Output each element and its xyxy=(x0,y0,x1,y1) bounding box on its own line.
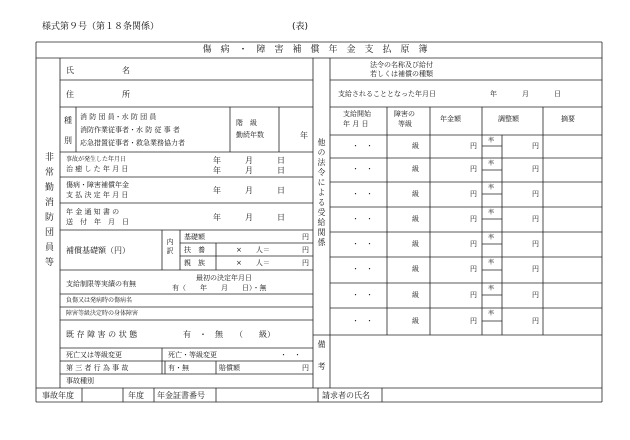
row-adjust-yen: 円 xyxy=(532,189,539,198)
service-label-1: 階 級 xyxy=(236,119,257,127)
breakdown-label: 内訳 xyxy=(166,238,174,256)
row-adjust-yen: 円 xyxy=(532,239,539,248)
notes-label: 備考 xyxy=(317,340,326,384)
row-adjust-yen: 円 xyxy=(532,316,539,325)
row-rate: 率 xyxy=(488,234,495,241)
notice-label-1: 年 金 通 知 書 の xyxy=(66,208,120,216)
compensation-label: 賠償額 xyxy=(219,364,240,372)
page-title: 傷 病 ・ 障 害 補 償 年 金 支 払 原 簿 xyxy=(202,45,428,55)
type-option-1: 消 防 団 員・水 防 団 員 xyxy=(80,113,157,121)
compensation-yen: 円 xyxy=(302,364,309,372)
service-year-unit: 年 xyxy=(300,131,308,140)
accident-date-value: 年 月 日 xyxy=(213,156,285,165)
notice-label-2: 送 付 年 月 日 xyxy=(66,218,129,226)
row-date: ・ ・ xyxy=(352,265,373,273)
name-label: 氏 名 xyxy=(66,66,130,75)
injury-name-label: 負傷又は発病時の傷病名 xyxy=(66,297,133,304)
dependent-1-yen: 円 xyxy=(302,246,309,254)
payable-day: 日 xyxy=(554,90,561,98)
dependent-2-yen: 円 xyxy=(302,259,309,267)
row-grade: 級 xyxy=(412,290,419,299)
col-grade-2: 等級 xyxy=(398,120,412,128)
payable-month: 月 xyxy=(522,90,529,98)
dependent-1: 扶 養 xyxy=(184,246,205,254)
row-adjust-yen: 円 xyxy=(532,165,539,173)
row-adjust-yen: 円 xyxy=(532,290,539,299)
law-name-label-2: 若しくは補償の種類 xyxy=(370,70,433,78)
decision-label-2: 支 払 決 定 年 月 日 xyxy=(66,191,129,199)
col-annual: 年金額 xyxy=(440,115,461,123)
existing-value: 有 ・ 無 （ 級） xyxy=(183,330,275,339)
row-grade: 級 xyxy=(412,239,419,248)
row-grade: 級 xyxy=(412,316,419,325)
dependent-2: 親 族 xyxy=(184,259,205,267)
row-rate: 率 xyxy=(488,285,495,292)
payable-date-label: 支給されることとなった年月日 xyxy=(338,90,436,98)
death-date-dots: ・ ・ xyxy=(280,351,301,359)
row-rate: 率 xyxy=(488,184,495,191)
notice-date-value: 年 月 日 xyxy=(213,213,285,222)
existing-label: 既 存 障 害 の 状 態 xyxy=(66,330,138,339)
row-annual-yen: 円 xyxy=(470,165,477,173)
cure-date-label: 治 癒 し た 年 月 日 xyxy=(66,165,129,173)
type-option-2: 消防作業従事者・水 防 従 事 者 xyxy=(80,126,180,134)
row-annual-yen: 円 xyxy=(470,265,477,273)
col-start-2: 年 月 日 xyxy=(343,120,369,128)
cure-date-value: 年 月 日 xyxy=(213,166,285,175)
third-party-value: 有・無 xyxy=(168,364,189,372)
row-annual-yen: 円 xyxy=(470,316,477,325)
death-value: 死亡・等級変更 xyxy=(168,351,217,359)
disability-body-label: 障害等級決定時の身体障害 xyxy=(66,310,139,317)
base-yen: 円 xyxy=(302,233,309,241)
row-grade: 級 xyxy=(412,165,419,173)
address-label: 住 所 xyxy=(66,90,130,99)
form-number: 様式第９号（第１８条関係） xyxy=(42,22,160,32)
row-rate: 率 xyxy=(488,209,495,216)
decision-date-value: 年 月 日 xyxy=(213,186,285,195)
col-remarks: 摘要 xyxy=(561,115,575,123)
base-amount-label: 補償基礎額（円） xyxy=(66,246,130,255)
row-annual-yen: 円 xyxy=(470,189,477,198)
footer-certificate: 年金証書番号 xyxy=(157,391,205,400)
side-label: (表) xyxy=(292,22,309,32)
right-vertical-label: 他の法令による受給関係 xyxy=(317,138,326,248)
law-name-label-1: 法令の名称及び給付 xyxy=(370,61,433,69)
row-adjust-yen: 円 xyxy=(532,265,539,273)
col-adjust: 調整額 xyxy=(498,115,519,123)
left-vertical-label: 非常勤消防団員等 xyxy=(43,152,53,272)
col-grade-1: 障害の xyxy=(394,110,415,118)
row-date: ・ ・ xyxy=(352,214,373,223)
row-rate: 率 xyxy=(488,137,495,144)
accident-date-label: 事故が発生した年月日 xyxy=(66,156,127,163)
footer-year: 年度 xyxy=(128,391,144,400)
row-grade: 級 xyxy=(412,141,419,150)
row-date: ・ ・ xyxy=(352,316,373,325)
death-label: 死亡又は等級変更 xyxy=(66,351,122,359)
accident-type-label: 事故種別 xyxy=(66,377,94,385)
first-decision-label: 最初の決定年月日 xyxy=(196,274,252,282)
row-grade: 級 xyxy=(412,214,419,223)
row-annual-yen: 円 xyxy=(470,141,477,150)
type-label-2: 別 xyxy=(64,136,72,145)
row-date: ・ ・ xyxy=(352,239,373,248)
row-annual-yen: 円 xyxy=(470,239,477,248)
row-rate: 率 xyxy=(488,259,495,266)
row-rate: 率 xyxy=(488,160,495,167)
service-label-2: 勤続年数 xyxy=(236,131,264,139)
row-grade: 級 xyxy=(412,189,419,198)
row-date: ・ ・ xyxy=(352,165,373,173)
limit-label: 支給制限等実績の有無 xyxy=(66,280,136,288)
third-party-label: 第 三 者 行 為 事 故 xyxy=(66,364,129,372)
dependent-1-persons: × 人＝ xyxy=(236,246,270,254)
row-grade: 級 xyxy=(412,265,419,273)
row-rate: 率 xyxy=(488,310,495,317)
row-annual-yen: 円 xyxy=(470,290,477,299)
col-start-1: 支給開始 xyxy=(343,110,371,118)
row-adjust-yen: 円 xyxy=(532,141,539,150)
type-option-3: 応急措置従事者・救急業務協力者 xyxy=(80,139,185,147)
first-decision-value: 有（ 年 月 日）・無 xyxy=(172,284,267,292)
row-annual-yen: 円 xyxy=(470,214,477,223)
row-date: ・ ・ xyxy=(352,290,373,299)
decision-label-1: 傷病・障害補償年金 xyxy=(66,181,129,189)
footer-claimant: 請求者の氏名 xyxy=(322,391,370,400)
dependent-2-persons: × 人＝ xyxy=(236,259,270,267)
row-adjust-yen: 円 xyxy=(532,214,539,223)
footer-fiscal-year: 事故年度 xyxy=(42,391,74,400)
type-label-1: 種 xyxy=(64,116,72,125)
base-amount: 基礎額 xyxy=(184,233,205,241)
row-date: ・ ・ xyxy=(352,141,373,150)
payable-year: 年 xyxy=(490,90,497,98)
row-date: ・ ・ xyxy=(352,189,373,198)
